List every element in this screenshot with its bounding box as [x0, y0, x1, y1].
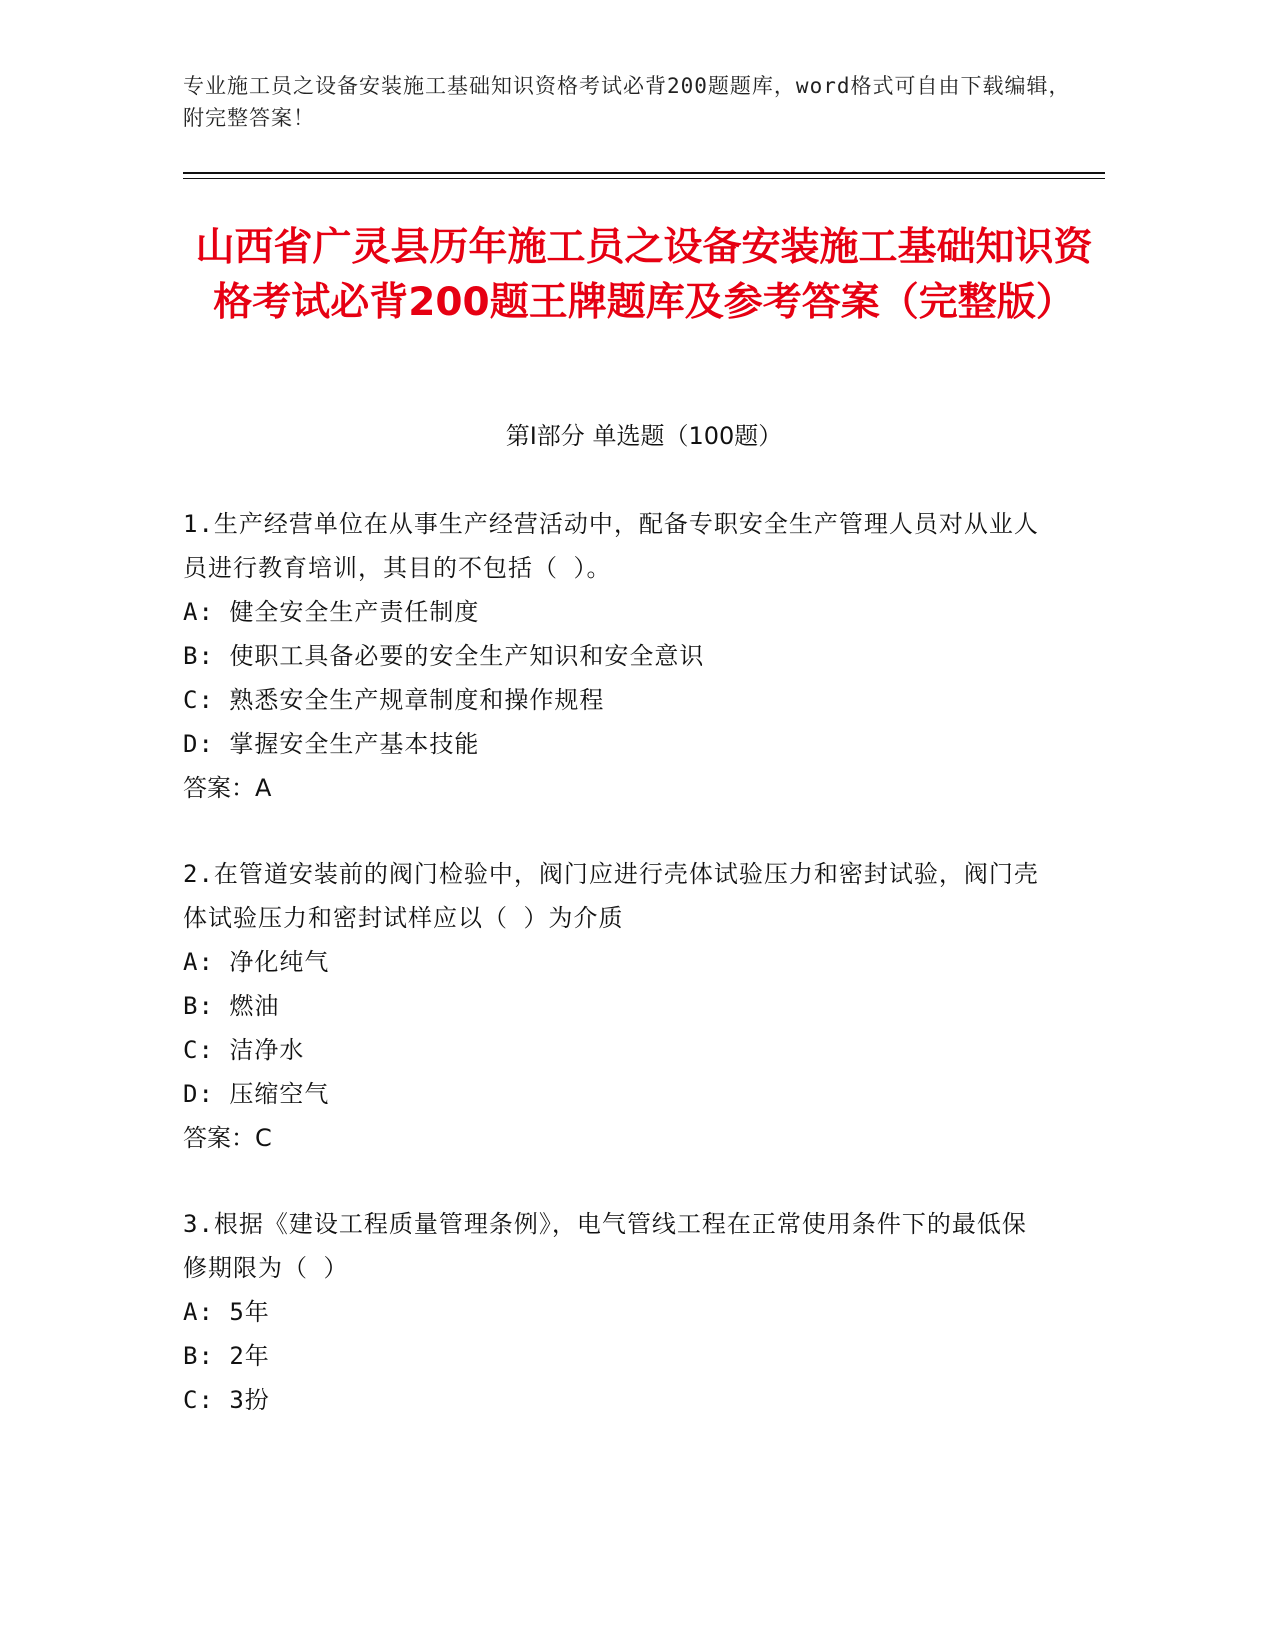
header-note: 专业施工员之设备安装施工基础知识资格考试必背200题题库，word格式可自由下载编辑，附完整答案！: [183, 74, 1071, 130]
option-a: A: 5年: [183, 1298, 270, 1326]
option-c: C: 熟悉安全生产规章制度和操作规程: [183, 686, 605, 714]
option-b: B: 2年: [183, 1342, 270, 1370]
question-2: [183, 852, 1043, 1160]
option-b: B: 使职工具备必要的安全生产知识和安全意识: [183, 642, 705, 670]
answer: 答案：A: [183, 774, 272, 802]
question-1: [183, 502, 1043, 810]
document-title: 山西省广灵县历年施工员之设备安装施工基础知识资格考试必背200题王牌题库及参考答案（完整版）: [195, 225, 1093, 325]
question-list: [183, 502, 1043, 1464]
header-rule-thick: [183, 172, 1105, 174]
option-b: B: 燃油: [183, 992, 280, 1020]
question-3: [183, 1202, 1043, 1422]
option-c: C: 洁净水: [183, 1036, 305, 1064]
question-stem: 2.在管道安装前的阀门检验中，阀门应进行壳体试验压力和密封试验，阀门壳体试验压力和密封试样应以（ ）为介质: [183, 860, 1039, 932]
option-d: D: 掌握安全生产基本技能: [183, 730, 480, 758]
section-title: 第Ⅰ部分 单选题（100题）: [505, 422, 783, 450]
option-d: D: 压缩空气: [183, 1080, 330, 1108]
option-a: A: 健全安全生产责任制度: [183, 598, 480, 626]
option-c: C: 3扮: [183, 1386, 270, 1414]
question-stem: 1.生产经营单位在从事生产经营活动中，配备专职安全生产管理人员对从业人员进行教育培训，其目的不包括（ ）。: [183, 510, 1039, 582]
option-a: A: 净化纯气: [183, 948, 330, 976]
header-rule-thin: [183, 178, 1105, 179]
question-stem: 3.根据《建设工程质量管理条例》，电气管线工程在正常使用条件下的最低保修期限为（ ）: [183, 1210, 1027, 1282]
answer: 答案：C: [183, 1124, 272, 1152]
